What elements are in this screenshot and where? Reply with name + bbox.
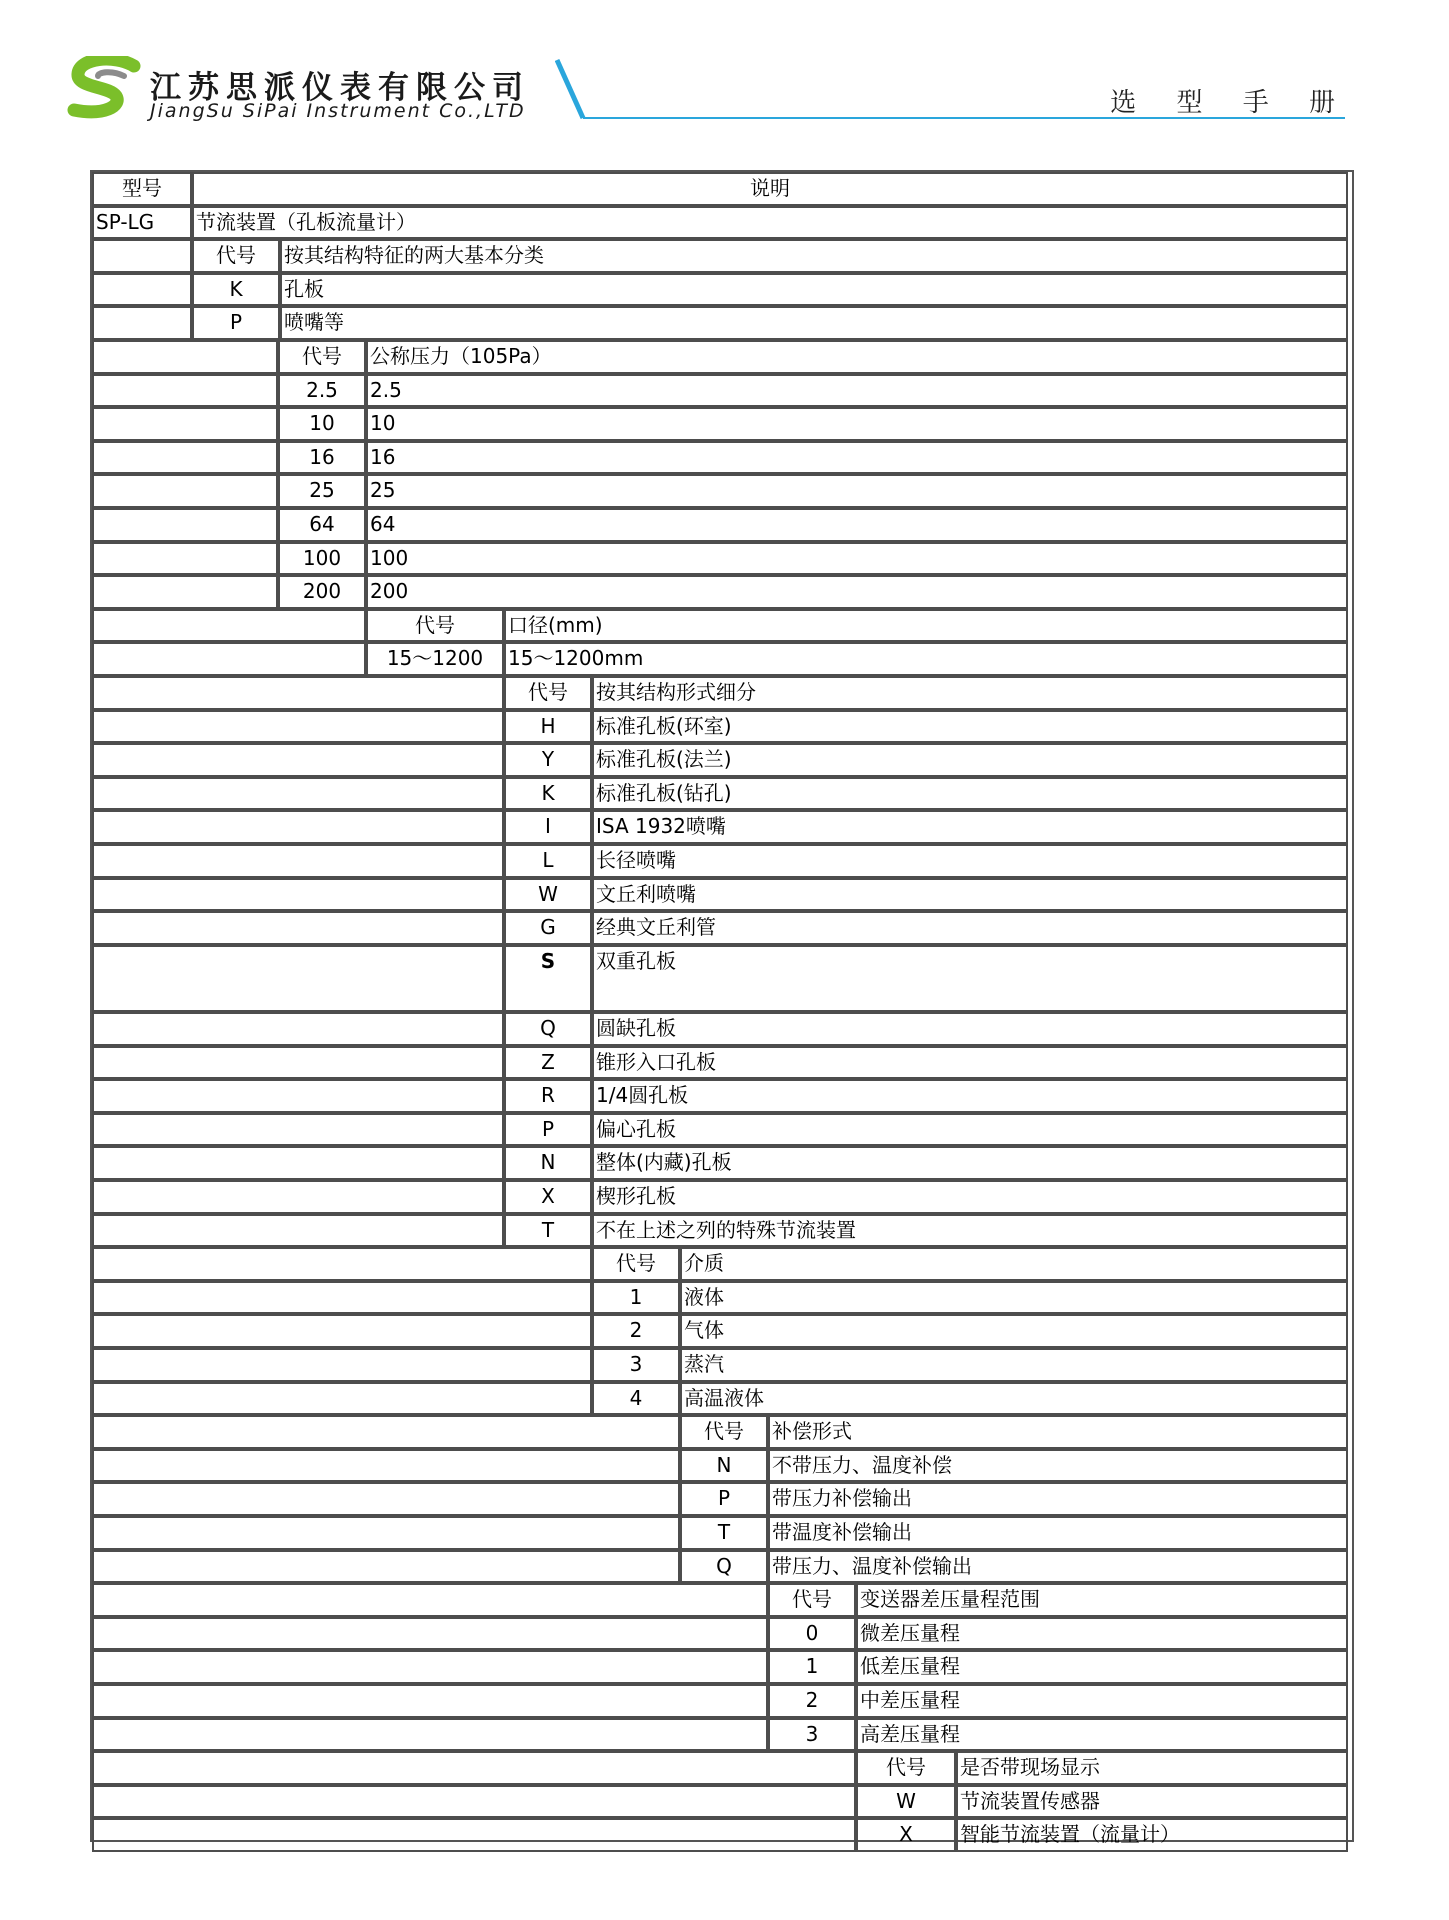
option-code: 1 <box>768 1650 856 1684</box>
option-description: 带压力、温度补偿输出 <box>768 1550 1348 1584</box>
section-title: 变送器差压量程范围 <box>856 1583 1348 1617</box>
blank-cell <box>92 441 278 475</box>
option-code: T <box>504 1214 592 1248</box>
option-description: 100 <box>366 542 1348 576</box>
blank-cell <box>92 743 504 777</box>
option-code: Y <box>504 743 592 777</box>
company-name-en: JiangSu SiPai Instrument Co.,LTD <box>150 100 526 122</box>
blank-cell <box>92 1684 768 1718</box>
option-code: X <box>504 1180 592 1214</box>
option-description: 高温液体 <box>680 1382 1348 1416</box>
blank-cell <box>92 1617 768 1651</box>
option-description: 标准孔板(环室) <box>592 710 1348 744</box>
option-description: 不带压力、温度补偿 <box>768 1449 1348 1483</box>
code-header: 代号 <box>504 676 592 710</box>
option-code: W <box>504 878 592 912</box>
option-code: Z <box>504 1046 592 1080</box>
section-title: 按其结构特征的两大基本分类 <box>280 239 1348 273</box>
option-description: 喷嘴等 <box>280 306 1348 340</box>
option-code: 2.5 <box>278 374 366 408</box>
option-code: L <box>504 844 592 878</box>
option-code: T <box>680 1516 768 1550</box>
blank-cell <box>92 1046 504 1080</box>
blank-cell <box>92 676 504 710</box>
option-description: 带温度补偿输出 <box>768 1516 1348 1550</box>
option-code: N <box>680 1449 768 1483</box>
blank-cell <box>92 1113 504 1147</box>
option-description: 蒸汽 <box>680 1348 1348 1382</box>
blank-cell <box>92 1583 768 1617</box>
blank-cell <box>92 340 278 374</box>
blank-cell <box>92 1382 592 1416</box>
section-title: 补偿形式 <box>768 1415 1348 1449</box>
option-code: 0 <box>768 1617 856 1651</box>
option-code: N <box>504 1146 592 1180</box>
blank-cell <box>92 374 278 408</box>
option-description: 不在上述之列的特殊节流装置 <box>592 1214 1348 1248</box>
section-title: 公称压力（105Pa） <box>366 340 1348 374</box>
blank-cell <box>92 945 504 1012</box>
option-code: S <box>504 945 592 1012</box>
code-header: 代号 <box>192 239 280 273</box>
option-description: 圆缺孔板 <box>592 1012 1348 1046</box>
option-description: 孔板 <box>280 273 1348 307</box>
company-name-cn: 江苏思派仪表有限公司 <box>150 70 530 106</box>
blank-cell <box>92 1247 592 1281</box>
option-description: 15～1200mm <box>504 642 1348 676</box>
blank-cell <box>92 1180 504 1214</box>
option-description: 标准孔板(钻孔) <box>592 777 1348 811</box>
code-header: 代号 <box>592 1247 680 1281</box>
manual-title: 选 型 手 册 <box>1110 88 1351 118</box>
option-code: P <box>504 1113 592 1147</box>
option-code: 100 <box>278 542 366 576</box>
option-description: 气体 <box>680 1314 1348 1348</box>
blank-cell <box>92 1281 592 1315</box>
option-code: W <box>856 1785 956 1819</box>
blank-cell <box>92 1482 680 1516</box>
section-title: 口径(mm) <box>504 609 1348 643</box>
section-title: 是否带现场显示 <box>956 1751 1348 1785</box>
blank-cell <box>92 1146 504 1180</box>
blank-cell <box>92 1818 856 1852</box>
blank-cell <box>92 1449 680 1483</box>
blank-cell <box>92 575 278 609</box>
section-title: 按其结构形式细分 <box>592 676 1348 710</box>
option-description: 10 <box>366 407 1348 441</box>
option-code: 16 <box>278 441 366 475</box>
blank-cell <box>92 777 504 811</box>
blank-cell <box>92 911 504 945</box>
option-description: 1/4圆孔板 <box>592 1079 1348 1113</box>
option-code: 25 <box>278 474 366 508</box>
blank-cell <box>92 1079 504 1113</box>
option-description: 偏心孔板 <box>592 1113 1348 1147</box>
blank-cell <box>92 1550 680 1584</box>
blank-cell <box>92 810 504 844</box>
selection-table <box>90 170 1354 1847</box>
blank-cell <box>92 1348 592 1382</box>
section-title: 介质 <box>680 1247 1348 1281</box>
option-description: 带压力补偿输出 <box>768 1482 1348 1516</box>
blank-cell <box>92 508 278 542</box>
blank-cell <box>92 878 504 912</box>
option-description: 节流装置传感器 <box>956 1785 1348 1819</box>
option-code: P <box>680 1482 768 1516</box>
option-code: Q <box>680 1550 768 1584</box>
blank-cell <box>92 1650 768 1684</box>
option-description: 中差压量程 <box>856 1684 1348 1718</box>
option-code: 200 <box>278 575 366 609</box>
option-description: 高差压量程 <box>856 1718 1348 1752</box>
option-code: Q <box>504 1012 592 1046</box>
blank-cell <box>92 273 192 307</box>
blank-cell <box>92 1214 504 1248</box>
blank-cell <box>92 844 504 878</box>
option-description: 低差压量程 <box>856 1650 1348 1684</box>
code-header: 代号 <box>856 1751 956 1785</box>
option-code: 10 <box>278 407 366 441</box>
blank-cell <box>92 407 278 441</box>
option-code: 64 <box>278 508 366 542</box>
model-description: 节流装置（孔板流量计） <box>192 206 1348 240</box>
option-description: 液体 <box>680 1281 1348 1315</box>
blank-cell <box>92 306 192 340</box>
blank-cell <box>92 1415 680 1449</box>
sipai-logo-icon <box>64 56 144 126</box>
option-description: 智能节流装置（流量计） <box>956 1818 1348 1852</box>
blank-cell <box>92 609 366 643</box>
option-code: 4 <box>592 1382 680 1416</box>
option-code: 1 <box>592 1281 680 1315</box>
option-code: G <box>504 911 592 945</box>
option-code: 3 <box>592 1348 680 1382</box>
option-description: 经典文丘利管 <box>592 911 1348 945</box>
option-code: K <box>192 273 280 307</box>
option-code: H <box>504 710 592 744</box>
option-code: I <box>504 810 592 844</box>
option-code: 15～1200 <box>366 642 504 676</box>
option-description: 25 <box>366 474 1348 508</box>
option-code: X <box>856 1818 956 1852</box>
blank-cell <box>92 1012 504 1046</box>
blank-cell <box>92 474 278 508</box>
option-description: 2.5 <box>366 374 1348 408</box>
option-description: 微差压量程 <box>856 1617 1348 1651</box>
option-description: 楔形孔板 <box>592 1180 1348 1214</box>
option-description: 整体(内藏)孔板 <box>592 1146 1348 1180</box>
model-code: SP-LG <box>92 206 192 240</box>
option-description: 双重孔板 <box>592 945 1348 1012</box>
option-code: 2 <box>592 1314 680 1348</box>
option-description: 长径喷嘴 <box>592 844 1348 878</box>
blank-cell <box>92 239 192 273</box>
blank-cell <box>92 1751 856 1785</box>
option-description: 文丘利喷嘴 <box>592 878 1348 912</box>
option-description: 16 <box>366 441 1348 475</box>
code-header: 代号 <box>768 1583 856 1617</box>
blank-cell <box>92 1516 680 1550</box>
option-description: 64 <box>366 508 1348 542</box>
option-code: P <box>192 306 280 340</box>
code-header: 代号 <box>366 609 504 643</box>
option-description: 200 <box>366 575 1348 609</box>
option-description: 锥形入口孔板 <box>592 1046 1348 1080</box>
blank-cell <box>92 1785 856 1819</box>
blank-cell <box>92 710 504 744</box>
option-code: 2 <box>768 1684 856 1718</box>
option-description: ISA 1932喷嘴 <box>592 810 1348 844</box>
blank-cell <box>92 1314 592 1348</box>
blank-cell <box>92 542 278 576</box>
blank-cell <box>92 642 366 676</box>
code-header: 代号 <box>278 340 366 374</box>
model-header: 型号 <box>92 172 192 206</box>
blank-cell <box>92 1718 768 1752</box>
option-code: R <box>504 1079 592 1113</box>
code-header: 代号 <box>680 1415 768 1449</box>
option-code: 3 <box>768 1718 856 1752</box>
description-header: 说明 <box>192 172 1348 206</box>
option-description: 标准孔板(法兰) <box>592 743 1348 777</box>
option-code: K <box>504 777 592 811</box>
